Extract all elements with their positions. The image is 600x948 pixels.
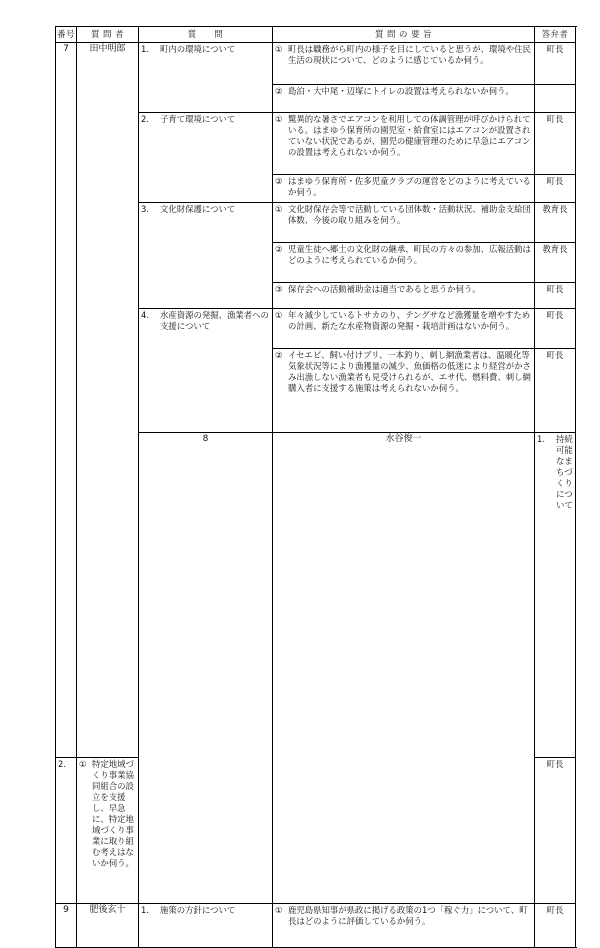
respondent-cell: 町長	[535, 349, 576, 433]
respondent-cell: 町長	[535, 758, 576, 904]
topic-title: 子育て環境について	[160, 114, 236, 124]
detail-cell	[273, 283, 535, 309]
detail-cell	[273, 349, 535, 433]
detail-marker: ③	[275, 284, 283, 294]
topic-cell	[139, 309, 273, 433]
topic-title: 水産資源の発掘、漁業者への支援について	[160, 310, 269, 331]
topic-number: 1.	[141, 905, 149, 915]
header-summary: 質 問 の 要 旨	[273, 27, 535, 43]
detail-text: 鹿児島県知事が県政に掲げる政策の1つ「稼ぐ力」について、町長はどのように評価しているか伺う。	[288, 905, 528, 926]
detail-text: イセエビ、飼い付けブリ、一本釣り、刺し網漁業者は、温暖化等気象状況等により漁獲量の減少、魚価格の低迷により経営がかさみ出漁しない漁業者も見受けられるが、エサ代、燃料費、刺し網購入者に支援する施策は考えられないか伺う。	[288, 350, 531, 393]
detail-cell	[273, 203, 535, 243]
questioner-name: 水谷俊一	[273, 433, 535, 904]
detail-text: 保存会への活動補助金は適当であると思うか伺う。	[288, 284, 481, 294]
detail-text: はまゆう保育所・佐多児童クラブの運営をどのように考えているか伺う。	[288, 176, 531, 197]
detail-cell	[273, 43, 535, 85]
respondent-cell: 町長	[535, 113, 576, 175]
topic-title: 町内の環境について	[160, 44, 236, 54]
entry-number: 7	[56, 43, 77, 758]
respondent-cell: 町長	[535, 175, 576, 203]
detail-marker: ①	[79, 759, 87, 769]
detail-cell	[273, 175, 535, 203]
respondent-cell: 町長	[535, 904, 576, 948]
detail-marker: ②	[275, 176, 283, 186]
topic-cell	[535, 433, 576, 758]
detail-marker: ①	[275, 310, 283, 320]
detail-text: 年々減少しているトサカのり、テングサなど漁獲量を増やすための計画、新たな水産物資源の発掘・栽培計画はないか伺う。	[288, 310, 531, 331]
topic-cell	[139, 203, 273, 309]
detail-marker: ①	[275, 905, 283, 915]
respondent-cell: 教育長	[535, 203, 576, 243]
table-row	[56, 904, 576, 948]
question-table	[55, 26, 576, 948]
topic-cell	[139, 113, 273, 203]
topic-number: 2.	[58, 759, 66, 769]
header-row	[56, 27, 576, 43]
topic-title: 持続可能なまちづくりについて	[556, 434, 573, 510]
topic-cell	[139, 43, 273, 113]
entry-number: 8	[139, 433, 273, 904]
questioner-name: 田中明郎	[77, 43, 139, 758]
header-questioner: 質 問 者	[77, 27, 139, 43]
topic-number: 1.	[537, 434, 545, 444]
header-num: 番号	[56, 27, 77, 43]
questioner-name: 肥後玄十	[77, 904, 139, 948]
header-respondent: 答弁者	[535, 27, 576, 43]
detail-marker: ②	[275, 350, 283, 360]
detail-marker: ②	[275, 244, 283, 254]
topic-cell	[56, 758, 77, 904]
detail-marker: ②	[275, 86, 283, 96]
detail-cell	[273, 904, 535, 948]
topic-number: 2.	[141, 114, 149, 124]
respondent-cell: 町長	[535, 43, 576, 85]
respondent-cell: 町長	[535, 283, 576, 309]
detail-marker: ①	[275, 204, 283, 214]
detail-text: 驚異的な暑さでエアコンを利用しての体調管理が呼びかけられている。はまゆう保育所の園児室・給食室にはエアコンが設置されていない状況であるが、園児の健康管理のために早急にエアコンの設置は考えられないか伺う。	[288, 114, 531, 157]
detail-text: 町長は職務がら町内の様子を目にしていると思うが、環境や住民生活の現状について、どのように感じているか伺う。	[288, 44, 531, 65]
table-row	[56, 43, 576, 85]
detail-cell	[273, 85, 535, 113]
detail-cell	[273, 309, 535, 349]
header-question: 質 問	[139, 27, 273, 43]
respondent-cell	[535, 85, 576, 113]
detail-cell	[273, 113, 535, 175]
detail-marker: ①	[275, 44, 283, 54]
detail-marker: ①	[275, 114, 283, 124]
detail-text: 文化財保存会等で活動している団体数・活動状況、補助金支給団体数、今後の取り組みを伺う。	[288, 204, 531, 225]
detail-text: 特定地域づくり事業協同組合の設立を支援し、早急に、特定地域づくり事業に取り組む考えはないか伺う。	[92, 759, 134, 868]
topic-title: 施策の方針について	[160, 905, 236, 915]
topic-title: 文化財保護について	[160, 204, 236, 214]
detail-cell	[77, 758, 139, 904]
respondent-cell: 教育長	[535, 243, 576, 283]
topic-number: 1.	[141, 44, 149, 54]
topic-cell	[139, 904, 273, 948]
respondent-cell: 町長	[535, 309, 576, 349]
detail-cell	[273, 243, 535, 283]
detail-text: 島泊・大中尾・辺塚にトイレの設置は考えられないか伺う。	[288, 86, 514, 96]
detail-text: 児童生徒へ郷土の文化財の継承、町民の方々の参加、広報活動はどのように考えられているか伺う。	[288, 244, 531, 265]
topic-number: 4.	[141, 310, 149, 320]
entry-number: 9	[56, 904, 77, 948]
topic-number: 3.	[141, 204, 149, 214]
